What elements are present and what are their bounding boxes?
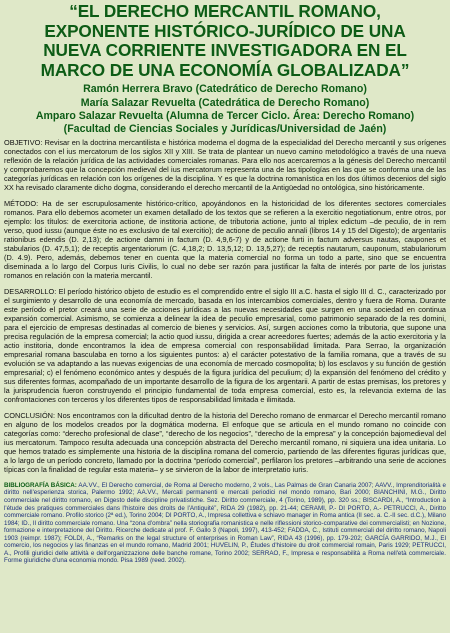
section-text: Nos encontramos con la dificultad dentro de la historia del Derecho romano de enmarcar el Derecho mercantil romano en alguno de los modelos creados por la dogmática moderna. El enfoque que se articula en el mundo romano no coincide con categorías como: “derecho profesional de clase”, “derecho de los negocios”, “derecho de la empresa” y la concepción bajomedieval del ius mercatorum. Tampoco resulta adecuada una concepción abstracta del Derecho mercantil romano, ni siquiera una idea unitaria. Lo que hemos tratado es simplemente una historia de la disciplina romana del comercio, partiendo de las diferentes figuras jurídicas que, a lo largo de un período concreto, llamado por la doctrina “período comercial”, perfilaron los pretores –arbitrando una serie de acciones típicas con la finalidad de regular esta materia– y se sirvieron de la labor de interpretatio iuris. [4,410,446,474]
section-desarrollo [4,288,446,404]
title-line: MARCO DE UNA ECONOMÍA GLOBALIZADA” [40,59,410,80]
title-line: EXPONENTE HISTÓRICO-JURÍDICO DE UNA [44,20,406,41]
title-line: NUEVA CORRIENTE INVESTIGADORA EN EL [43,40,407,61]
section-heading: BIBLIOGRAFÍA BÁSICA: [4,481,77,489]
section-conclusion [4,412,446,475]
poster-title [4,2,446,80]
author-line: Ramón Herrera Bravo (Catedrático de Derecho Romano) [83,83,367,96]
section-heading: OBJETIVO: [4,138,43,148]
section-text: AA.VV., El Derecho comercial, de Roma al Derecho moderno, 2 vols., Las Palmas de Gran Canaria 2007; AAVV., Imprenditorialità e diritto nell'esperienza storica, Palermo 1992; AA.VV., Mercati permanenti e mercati periodici nel mondo romano, Bari 2000; BIANCHINI, M.G., Diritto commerciale nel diritto romano, en Digesto delle discipline privatistiche. Sez. Diritto commerciale, 4 (Torino, 1989), pp. 320 ss.; BISCARDI, A., “Introduction à l'étude des pratiques commerciales dans l'histoire des droits de l'Antiquité”, RIDA 29 (1982), pp. 21-44; CERAMI, P.- DI PORTO, A.- PETRUCCI, A., Diritto commerciale romano. Profilo storico (2ª ed.), Torino 2004; DI PORTO, A., Impresa collettiva e schiavo manager in Roma antica (II sec. a. C.-II sec. d.C.), Milano 1984; ID., Il diritto commerciale romano. Una “zona d'ombra” nella storiografia romanistica e nelle riflessioni storico-comparative dei commercialisti; en Nozione, formazione e interpretazione del Diritto. Ricerche dedicate al prof. F. Gallo 3 (Napoli, 1997), 413-452; FADDA, C., Istituti commerciali del diritto romano, Napoli 1903 (reimpr. 1987); FOLDI, A., “Remarks on the legal structure of enterprises in Roman Law”, RIDA 43 (1996), pp. 179-202; GARCÍA GARRIDO, M.J., El comercio, los negocios y las finanzas en el mundo romano, Madrid 2001; HUVELIN, P., Études d'histoire du droit commercial romain, Paris 1929; PETRUCCI, A., Profili giuridici delle attività e dell'organizzazione delle banche romane, Torino 2002; SERRAO, F., Impresa e responsabilità a Roma nell'età commerciale. Forme giuridiche d'una economia mondo. Pisa 1989 (reed. 2002). [4,481,446,565]
section-bibliografia [4,482,446,565]
section-objetivo [4,139,446,193]
author-line: Amparo Salazar Revuelta (Alumna de Tercer Ciclo. Área: Derecho Romano) [35,109,415,122]
section-heading: MÉTODO: [4,199,39,209]
section-metodo [4,200,446,281]
title-line: “EL DERECHO MERCANTIL ROMANO, [69,1,381,21]
section-heading: CONCLUSIÓN: [4,410,56,420]
authors-block [4,83,446,136]
section-text: Revisar en la doctrina mercantilista e histórica moderna el dogma de la especialidad del Derecho mercantil y sus orígenes conectados con el ius mercatorum de los siglos XII y XIII. Se trata de plantear un nuevo camino metodológico a través de una nueva reflexión de la relación jurídica de las actividades comerciales romanas. Para ello nos acercaremos a la génesis del Derecho mercantil y comprobaremos que la concepción medieval del ius mercatorum representa una de las tipologías en las que se conforma una de las categorías jurídicas en relación con los orígenes de la disciplina. Y es que la doctrina romanística en los dos últimos decenios del siglo XX ha revisado claramente dicho dogma, considerando el derecho mercantil de la Antigüedad no ontológica, sino históricamente. [4,138,446,192]
section-text: El período histórico objeto de estudio es el comprendido entre el siglo III a.C. hasta el siglo III d. C., caracterizado por el surgimiento y desarrollo de una economía de mercado, basada en los intercambios comerciales, dentro y fuera de Roma. Durante este período el pretor creará una serie de acciones jurídicas a las nuevas necesidades que surgen en una sociedad en continua expansión comercial. Asimismo, se comienza a delinear la idea de peculio empresarial, como patrimonio separado de la res domini, para el ejercicio de empresas destinadas al comercio de bienes y servicios. Así, surgen acciones como la tributoria, que supone una precisa regulación de la empresa comercial; la actio quod iussu, dirigida a crear acreedores fuertes; además de la actio exercitoria y la actio institoria, donde encontramos la idea de empresa comercial con responsabilidad limitada. Para Serrao, la organización empresarial romana basculaba en torno a los siguientes puntos: a) el carácter potestativo de la familia romana, que a través de su evolución se va adaptando a las nuevas exigencias de una economía de mercado cosmopolita; b) los esclavos y su función de gestión empresarial; c) el fenómeno económico antes y después de la figura jurídica del peculium; d) la expansión del fenómeno del crédito y sus diferentes formas, acompañado de un importante desarrollo de la figura de los argentarii. A partir de estas premisas, los pretores y la jurisprudencia fueron construyendo el principio fundamental de toda empresa comercial, esto es, la relevancia externa de las confrontaciones con terceros y los diferentes tipos de responsabilidad limitada e ilimitada. [4,287,446,404]
section-text: Ha de ser escrupulosamente histórico-crítico, apoyándonos en la historicidad de los diferentes sectores comerciales romanos. Para ello debemos acometer un examen detallado de los textos que se refieren a la exercitio negotiationum, entre otros, por ejemplo: los títulos: de exercitoria actione, de institoria actione, de tributoria actione, junto al triplex edictum –de peculio, de in rem verso, quod iussu (aunque éste no es exclusivo de tal exercitio); de actione de peculio annali (libros 14 y 15 del Digesto); de argentariis rationibus edendis (D. 2,13); de actione damni in factum (D. 4,9,6-7) y de actione furti in factum adversus nautas, caupones et stabularios (D. 47,5,1); de receptis argentariorum (C. 4,18,2; D. 13,5,12; D. 13,5,27); de receptis nautarum, cauponum, stabulariorum (D. 4.9). Pero, además, debemos tener en cuenta que la materia comercial no forma un todo a parte, sino que se encuentra diseminada a lo largo del Corpus Iuris Civilis, lo cual no debe ser razón para justificar la falta de interés por parte de los juristas romanos en relación con la materia mercantil. [4,199,446,280]
affiliation-line: (Facultad de Ciencias Sociales y Jurídicas/Universidad de Jaén) [63,122,387,135]
author-line: María Salazar Revuelta (Catedrática de Derecho Romano) [80,96,370,109]
section-heading: DESARROLLO: [4,287,57,297]
